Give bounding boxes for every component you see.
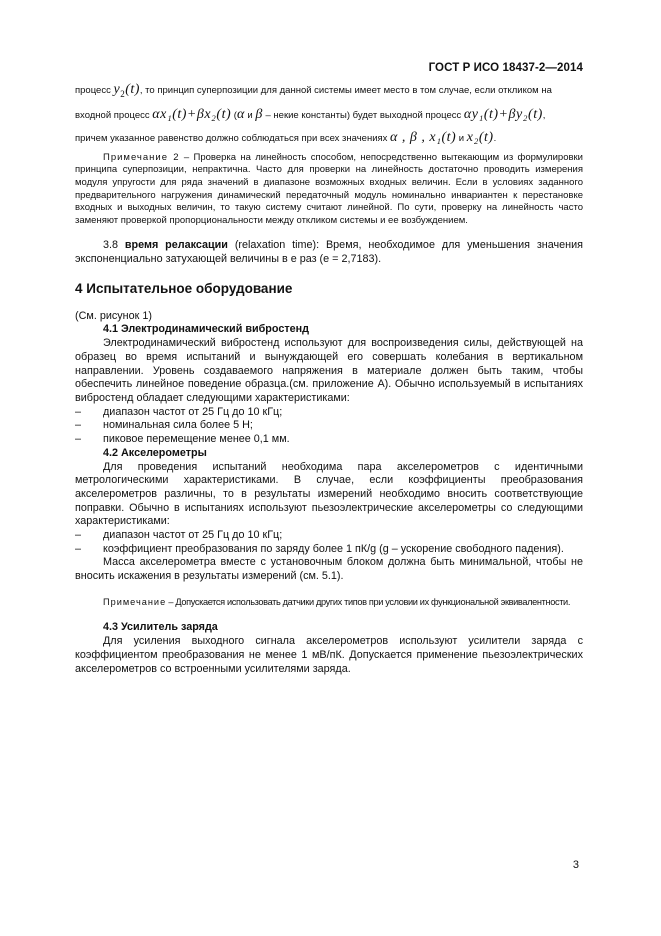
page-number: 3 [572, 859, 579, 871]
list-item-text: диапазон частот от 25 Гц до 10 кГц; [103, 405, 283, 418]
math-input-combination: αx₁(t)+βx₂(t) [152, 106, 232, 122]
math-y2 [113, 82, 139, 97]
list-dash: – [75, 405, 82, 418]
list-4-2 [75, 529, 583, 556]
list-item-text: пиковое перемещение менее 0,1 мм. [103, 433, 290, 446]
math-arg: (t) [125, 82, 140, 97]
list-item [75, 529, 583, 543]
list-item [75, 433, 583, 447]
intro-text: входной процесс [75, 109, 153, 121]
subsection-4-3-title: 4.3 Усилитель заряда [103, 621, 218, 634]
document-header: ГОСТ Р ИСО 18437-2—2014 [428, 62, 583, 74]
math-variables: α , β , x₁(t) [390, 129, 457, 145]
intro-text: и [456, 132, 467, 144]
note-label: Примечание 2 [103, 151, 180, 163]
definition-number: 3.8 [103, 239, 125, 252]
intro-text: ( [231, 109, 237, 121]
subsection-4-1-title: 4.1 Электродинамический вибростенд [103, 323, 309, 336]
intro-text: . [493, 132, 497, 144]
math-subscript: 2 [120, 88, 126, 99]
list-item-text: коэффициент преобразования по заряду более 1 пК/g (g – ускорение свободного падения). [103, 542, 564, 555]
intro-line-2 [75, 104, 583, 127]
page-content [75, 80, 583, 676]
math-beta: β [255, 106, 263, 122]
note-text: – Допускается использовать датчики других типов при условии их функциональной эквивалентности. [166, 596, 571, 607]
list-dash: – [75, 542, 82, 555]
accelerometer-mass-text: Масса акселерометра вместе с установочным блоком должна быть минимальной, чтобы не вносить искажения в результаты измерений (см. 5.1). [75, 556, 583, 583]
list-dash: – [75, 419, 82, 432]
definition-text: (relaxation time): Время, необходимое для уменьшения значения экспоненциально затухающей величины в е раз (е = 2,7183). [75, 239, 583, 266]
intro-text: и [244, 109, 256, 121]
list-item [75, 406, 583, 420]
list-dash: – [75, 433, 82, 446]
list-item-text: диапазон частот от 25 Гц до 10 кГц; [103, 529, 283, 542]
math-symbol: y [113, 82, 121, 97]
intro-text: причем указанное равенство должно соблюдаться при всех значениях [75, 132, 391, 144]
intro-line-3 [75, 127, 583, 150]
intro-text: – некие константы) будет выходной процесс [262, 109, 464, 121]
accelerometer-note [75, 596, 583, 609]
math-output-combination: αy₁(t)+βy₂(t) [463, 106, 543, 122]
note-text: – Проверка на линейность способом, непосредственно вытекающим из формулировки принципа суперпозиции, непрактична. Часто для проверки на линейность достаточно проводить измерения модуля упругости для ряда значений в диапазоне возможных входных величин. Если в условиях заданного предварительного нагружения динамический передаточный модуль номинально инвариантен к перестановке входных и выходных величин, то такую систему считают линейной. По сути, проверку на линейность часто заменяют проверкой пропорциональности между откликом системы и ее возбуждением. [75, 151, 583, 226]
definition-3-8 [75, 239, 583, 266]
list-item [75, 419, 583, 433]
note-label: Примечание [103, 596, 167, 607]
subsection-4-2-text: Для проведения испытаний необходима пара акселерометров с идентичными метрологическими характеристиками. В случае, если коэффициенты преобразования акселерометров различны, то в результаты измерений необходимо вносить соответствующие поправки. Обычно в испытаниях используют пьезоэлектрические акселерометры со следующими характеристиками: [75, 460, 583, 528]
section-4-title: 4 Испытательное оборудование [75, 280, 293, 296]
subsection-4-1-text: Электродинамический вибростенд используют для воспроизведения силы, действующей на образец во время испытаний и вынуждающей его совершать колебания в вертикальном направлении. Уровень создаваемого напряжения в материале должен быть таким, чтобы обеспечить линейное поведение образца.(см. приложение А). Обычно используемый в испытаниях вибростенд обладает следующими характеристиками: [75, 337, 583, 404]
list-item-text: номинальная сила более 5 Н; [103, 419, 253, 432]
list-dash: – [75, 529, 82, 542]
subsection-4-2-title: 4.2 Акселерометры [103, 446, 207, 459]
intro-text: , [542, 109, 546, 121]
definition-term: время релаксации [124, 239, 228, 252]
list-item [75, 543, 583, 557]
math-alpha: α [236, 106, 245, 122]
figure-reference: (См. рисунок 1) [75, 309, 152, 322]
list-4-1 [75, 406, 583, 447]
math-x2: x₂(t) [466, 129, 494, 145]
subsection-4-3-text: Для усиления выходного сигнала акселерометров используют усилители заряда с коэффициентом преобразования не менее 1 мВ/пК. Допускается применение пьезоэлектрических акселерометров со встроенными усилителями заряда. [75, 635, 583, 675]
intro-text: процесс [75, 85, 114, 96]
note-2 [75, 152, 583, 228]
intro-line-1 [75, 80, 583, 104]
intro-text: , то принцип суперпозиции для данной системы имеет место в том случае, если откликом на [139, 85, 552, 96]
